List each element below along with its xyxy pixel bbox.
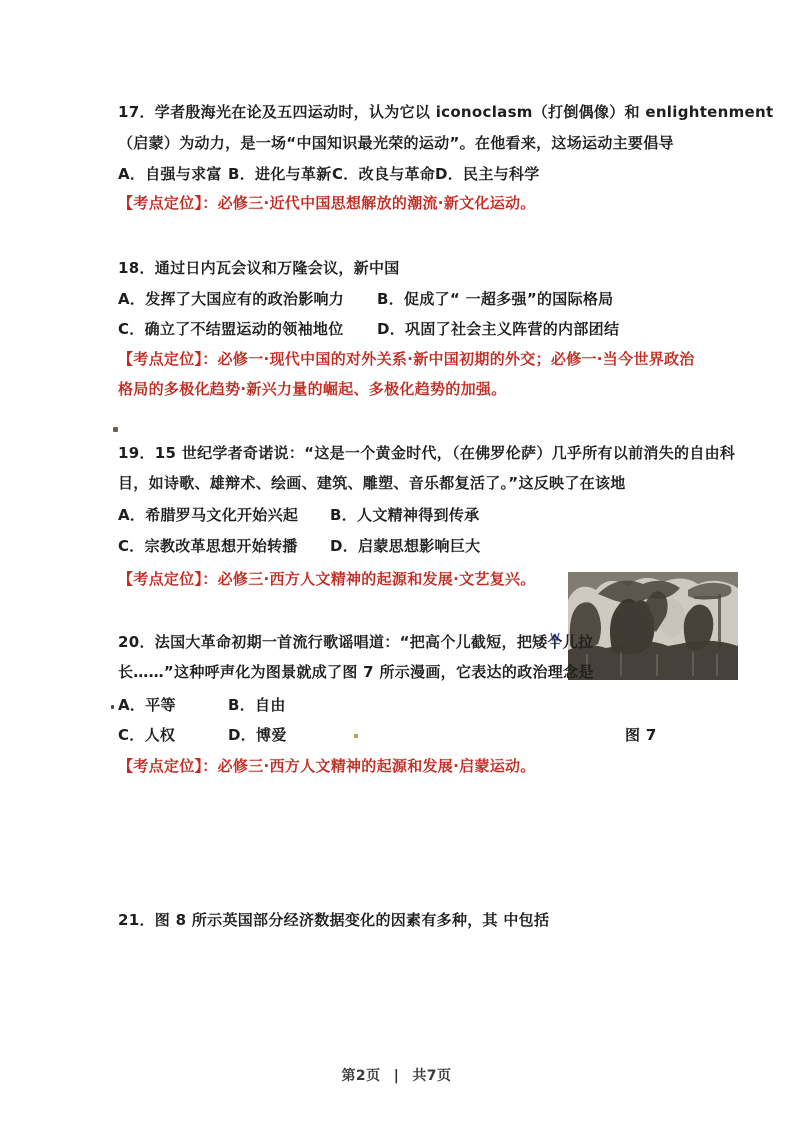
footer-current-page: 第2页 xyxy=(341,1068,381,1084)
question-20-text-line-2: 长……”这种呼声化为图景就成了图 7 所示漫画，它表达的政治理念是 xyxy=(118,663,594,681)
question-17-option-a: A．自强与求富 xyxy=(118,165,222,183)
question-17-exam-point-annotation: 【考点定位】：必修三·近代中国思想解放的潮流·新文化运动。 xyxy=(118,194,536,212)
question-20-option-d: D．博爱 xyxy=(228,726,287,744)
question-19-text-line-2: 目，如诗歌、雄辩术、绘画、建筑、雕塑、音乐都复活了。”这反映了在该地 xyxy=(118,474,626,492)
scan-artifact-dot xyxy=(111,705,114,709)
question-20-exam-point-annotation: 【考点定位】：必修三·西方人文精神的起源和发展·启蒙运动。 xyxy=(118,757,536,775)
question-19-option-d: D．启蒙思想影响巨大 xyxy=(330,537,481,555)
figure7-caption: 图 7 xyxy=(625,726,657,744)
scan-artifact-dot xyxy=(113,427,118,432)
page-footer xyxy=(0,1065,793,1085)
question-20-text-line-1: 20．法国大革命初期一首流行歌谣唱道：“把高个儿截短，把矮个儿拉 xyxy=(118,633,594,651)
question-20-option-b: B．自由 xyxy=(228,696,286,714)
footer-total-pages: 共7页 xyxy=(412,1068,452,1084)
question-21-text-line-1: 21．图 8 所示英国部分经济数据变化的因素有多种，其 中包括 xyxy=(118,911,550,929)
question-20-option-a: A．平等 xyxy=(118,696,176,714)
question-18-exam-point-annotation-line-2: 格局的多极化趋势·新兴力量的崛起、多极化趋势的加强。 xyxy=(118,380,507,398)
question-17-option-d: D．民主与科学 xyxy=(435,165,540,183)
question-18-option-a: A．发挥了大国应有的政治影响力 xyxy=(118,290,345,308)
question-18-exam-point-annotation-line-1: 【考点定位】：必修一·现代中国的对外关系·新中国初期的外交；必修一·当今世界政治 xyxy=(118,350,695,368)
question-17-option-c: C．改良与革命 xyxy=(332,165,436,183)
scan-artifact-yellow-dot xyxy=(354,734,358,738)
question-17-option-b: B．进化与革新 xyxy=(228,165,332,183)
question-18-text-line-1: 18．通过日内瓦会议和万隆会议，新中国 xyxy=(118,259,400,277)
question-18-option-d: D．巩固了社会主义阵营的内部团结 xyxy=(377,320,620,338)
question-17-text-line-2: （启蒙）为动力，是一场“中国知识最光荣的运动”。在他看来，这场运动主要倡导 xyxy=(118,134,674,152)
footer-separator: | xyxy=(393,1068,400,1084)
question-18-option-c: C．确立了不结盟运动的领袖地位 xyxy=(118,320,344,338)
question-18-option-b: B．促成了“ 一超多强”的国际格局 xyxy=(377,290,614,308)
question-20-option-c: C．人权 xyxy=(118,726,176,744)
question-19-exam-point-annotation: 【考点定位】：必修三·西方人文精神的起源和发展·文艺复兴。 xyxy=(118,570,536,588)
question-17-text-line-1: 17．学者殷海光在论及五四运动时，认为它以 iconoclasm（打倒偶像）和 enlightenment xyxy=(118,103,774,121)
question-19-option-c: C．宗教改革思想开始转播 xyxy=(118,537,298,555)
question-19-text-line-1: 19．15 世纪学者奇诺说：“这是一个黄金时代，（在佛罗伦萨）几乎所有以前消失的自由科 xyxy=(118,444,736,462)
question-19-option-a: A．希腊罗马文化开始兴起 xyxy=(118,506,299,524)
question-19-option-b: B．人文精神得到传承 xyxy=(330,506,480,524)
